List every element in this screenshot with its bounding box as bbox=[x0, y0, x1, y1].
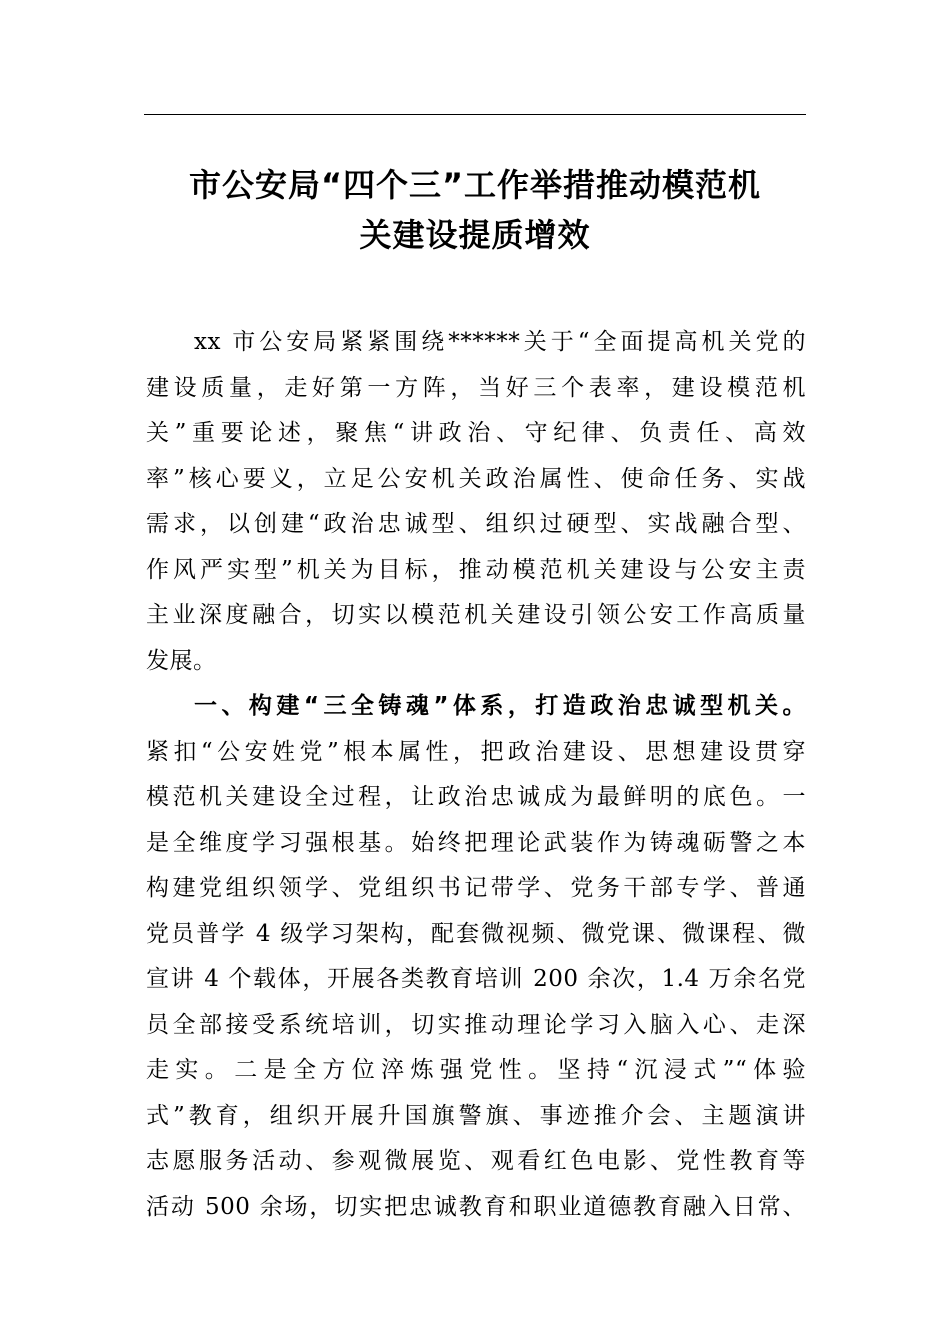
paragraph-line: 作风严实型”机关为目标，推动模范机关建设与公安主责 bbox=[146, 556, 806, 583]
paragraph-line: 关”重要论述，聚焦“讲政治、守纪律、负责任、高效 bbox=[146, 420, 806, 446]
paragraph-line: 宣讲 4 个载体，开展各类教育培训 200 余次，1.4 万余名党 bbox=[146, 966, 806, 992]
section-heading: 一、构建“三全铸魂”体系，打造政治忠诚型机关。 bbox=[194, 693, 806, 719]
title-line: 关建设提质增效 bbox=[359, 216, 591, 254]
paragraph-line: 是全维度学习强根基。始终把理论武装作为铸魂砺警之本 bbox=[146, 829, 806, 856]
paragraph-line: 率”核心要义，立足公安机关政治属性、使命任务、实战 bbox=[146, 465, 806, 492]
paragraph-line: 活动 500 余场，切实把忠诚教育和职业道德教育融入日常、 bbox=[146, 1193, 806, 1220]
section-1-paragraph bbox=[146, 684, 806, 1230]
paragraph-line: 建设质量，走好第一方阵，当好三个表率，建设模范机 bbox=[146, 374, 806, 401]
paragraph-line: 式”教育，组织开展升国旗警旗、事迹推介会、主题演讲 bbox=[146, 1102, 806, 1129]
document-body bbox=[146, 320, 806, 1230]
intro-paragraph bbox=[146, 320, 806, 684]
section-heading-line bbox=[146, 684, 806, 730]
paragraph-line: 发展。 bbox=[146, 647, 217, 674]
title-line: 市公安局“四个三”工作举措推动模范机 bbox=[188, 166, 762, 204]
paragraph-line: xx 市公安局紧紧围绕******关于“全面提高机关党的 bbox=[194, 329, 806, 355]
paragraph-line: 模范机关建设全过程，让政治忠诚成为最鲜明的底色。一 bbox=[146, 784, 806, 810]
paragraph-line: 紧扣“公安姓党”根本属性，把政治建设、思想建设贯穿 bbox=[146, 738, 806, 765]
paragraph-line: 需求，以创建“政治忠诚型、组织过硬型、实战融合型、 bbox=[146, 511, 806, 537]
paragraph-line: 走实。二是全方位淬炼强党性。坚持“沉浸式”“体验 bbox=[146, 1057, 806, 1083]
paragraph-line: 主业深度融合，切实以模范机关建设引领公安工作高质量 bbox=[146, 602, 806, 628]
paragraph-line: 志愿服务活动、参观微展览、观看红色电影、党性教育等 bbox=[146, 1148, 806, 1174]
document-title bbox=[130, 160, 820, 260]
paragraph-line: 构建党组织领学、党组织书记带学、党务干部专学、普通 bbox=[146, 875, 806, 901]
header-rule bbox=[144, 114, 806, 115]
paragraph-line: 员全部接受系统培训，切实推动理论学习入脑入心、走深 bbox=[146, 1011, 806, 1038]
paragraph-line: 党员普学 4 级学习架构，配套微视频、微党课、微课程、微 bbox=[146, 920, 806, 947]
